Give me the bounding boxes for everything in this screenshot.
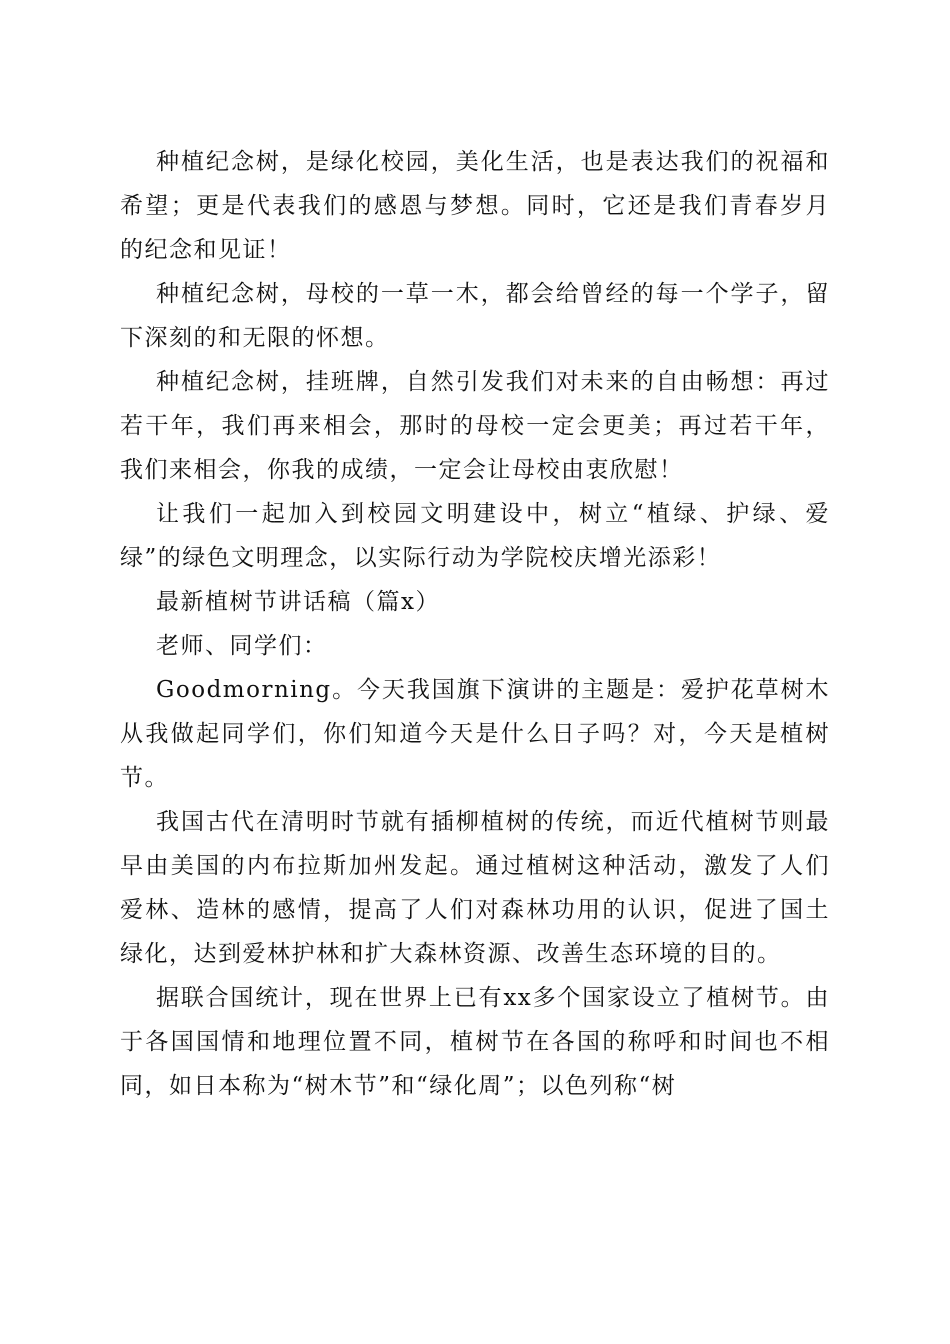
paragraph-memorial-tree-meaning: 种植纪念树，是绿化校园，美化生活，也是表达我们的祝福和希望；更是代表我们的感恩与梦想。同时，它还是我们青春岁月的纪念和见证！ (120, 149, 830, 263)
paragraph-arbor-day-history: 我国古代在清明时节就有插柳植树的传统，而近代植树节则最早由美国的内布拉斯加州发起。通过植树这种活动，激发了人们爱林、造林的感情，提高了人们对森林功用的认识，促进了国土绿化，达到爱林护林和扩大森林资源、改善生态环境的目的。 (120, 809, 830, 967)
paragraph-speech-opening: Goodmorning。今天我国旗下演讲的主题是：爱护花草树木从我做起同学们，你们知道今天是什么日子吗？对，今天是植树节。 (120, 677, 830, 791)
document-body (120, 140, 830, 1108)
paragraph-civilization-call: 让我们一起加入到校园文明建设中，树立“植绿、护绿、爱绿”的绿色文明理念，以实际行动为学院校庆增光添彩！ (120, 501, 830, 571)
salutation: 老师、同学们： (156, 633, 328, 659)
section-heading: 最新植树节讲话稿（篇x） (156, 589, 440, 615)
paragraph-arbor-day-worldwide: 据联合国统计，现在世界上已有xx多个国家设立了植树节。由于各国国情和地理位置不同，植树节在各国的称呼和时间也不相同，如日本称为“树木节”和“绿化周”；以色列称“树 (120, 985, 830, 1099)
paragraph-memorial-tree-future: 种植纪念树，挂班牌，自然引发我们对未来的自由畅想：再过若干年，我们再来相会，那时的母校一定会更美；再过若干年，我们来相会，你我的成绩，一定会让母校由衷欣慰！ (120, 369, 830, 483)
paragraph-memorial-tree-memory: 种植纪念树，母校的一草一木，都会给曾经的每一个学子，留下深刻的和无限的怀想。 (120, 281, 830, 351)
